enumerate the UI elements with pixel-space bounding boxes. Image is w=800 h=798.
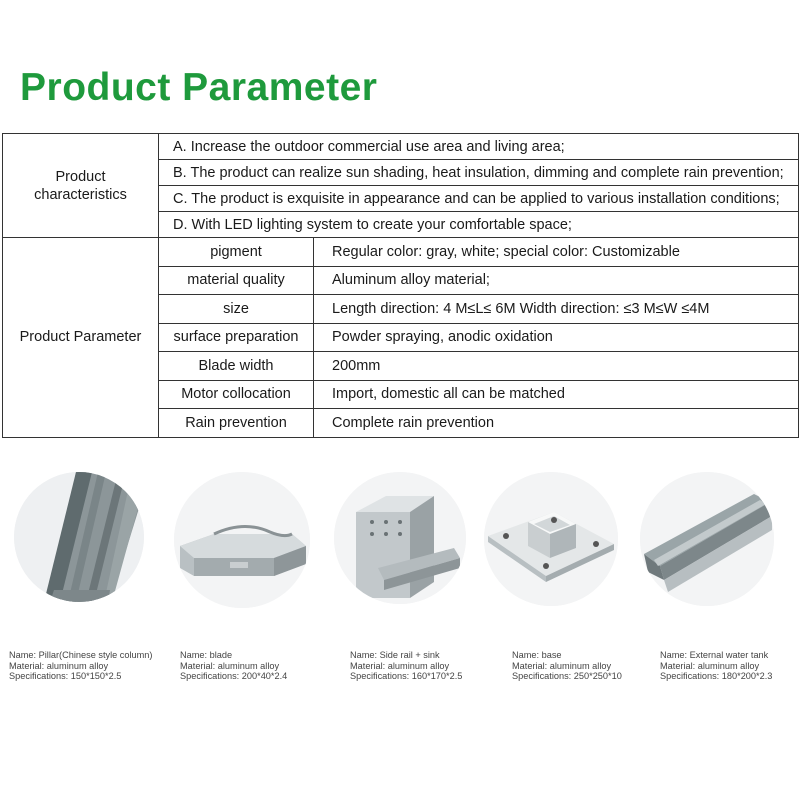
part-name: Name: blade — [180, 650, 233, 660]
parameter-value: Import, domestic all can be matched — [314, 380, 799, 409]
part-name: Name: External water tank — [660, 650, 769, 660]
parameter-value: Complete rain prevention — [314, 409, 799, 438]
water-tank-icon — [640, 472, 774, 606]
part-name: Name: Pillar(Chinese style column) — [9, 650, 153, 660]
blade-profile-icon — [174, 472, 310, 608]
part-material: Material: aluminum alloy — [660, 660, 760, 671]
characteristic-row — [3, 134, 799, 160]
spec-table — [2, 133, 799, 438]
part-caption — [660, 650, 772, 682]
parameter-name: Blade width — [159, 352, 314, 381]
part-name: Name: Side rail + sink — [350, 650, 440, 660]
part-caption — [180, 650, 287, 682]
parameter-name: pigment — [159, 238, 314, 267]
parameter-name: material quality — [159, 266, 314, 295]
parameter-row — [3, 238, 799, 267]
part-spec: Specifications: 250*250*10 — [512, 671, 622, 682]
part-card — [484, 472, 622, 682]
parameter-value: 200mm — [314, 352, 799, 381]
parameter-name: Rain prevention — [159, 409, 314, 438]
part-caption — [512, 650, 622, 682]
part-spec: Specifications: 180*200*2.3 — [660, 671, 773, 682]
parameter-value: Powder spraying, anodic oxidation — [314, 323, 799, 352]
parameter-value: Aluminum alloy material; — [314, 266, 799, 295]
characteristic-item: C. The product is exquisite in appearance and can be applied to various installation conditions; — [159, 186, 799, 212]
characteristics-label: Product characteristics — [3, 134, 159, 238]
part-card — [174, 472, 310, 682]
parameter-name: size — [159, 295, 314, 324]
parts-gallery — [0, 472, 800, 712]
part-material: Material: aluminum alloy — [512, 660, 612, 671]
part-spec: Specifications: 160*170*2.5 — [350, 671, 463, 682]
part-spec: Specifications: 200*40*2.4 — [180, 671, 288, 682]
part-card — [640, 472, 774, 682]
part-material: Material: aluminum alloy — [180, 660, 280, 671]
part-caption — [350, 650, 462, 682]
characteristic-item: A. Increase the outdoor commercial use area and living area; — [159, 134, 799, 160]
parameter-value: Length direction: 4 M≤L≤ 6M Width direction: ≤3 M≤W ≤4M — [314, 295, 799, 324]
parameter-name: surface preparation — [159, 323, 314, 352]
part-spec: Specifications: 150*150*2.5 — [9, 671, 122, 682]
parameters-label: Product Parameter — [3, 238, 159, 438]
part-name: Name: base — [512, 650, 562, 660]
base-plate-icon — [484, 472, 618, 606]
characteristic-item: B. The product can realize sun shading, heat insulation, dimming and complete rain prevention; — [159, 160, 799, 186]
pillar-profile-icon — [14, 472, 144, 602]
parameter-value: Regular color: gray, white; special color: Customizable — [314, 238, 799, 267]
characteristic-item: D. With LED lighting system to create your comfortable space; — [159, 212, 799, 238]
part-card — [9, 472, 153, 682]
page-title: Product Parameter — [20, 66, 378, 109]
part-material: Material: aluminum alloy — [350, 660, 450, 671]
part-card — [334, 472, 466, 682]
part-caption — [9, 650, 152, 682]
part-material: Material: aluminum alloy — [9, 660, 109, 671]
side-rail-icon — [334, 472, 466, 604]
parameter-name: Motor collocation — [159, 380, 314, 409]
